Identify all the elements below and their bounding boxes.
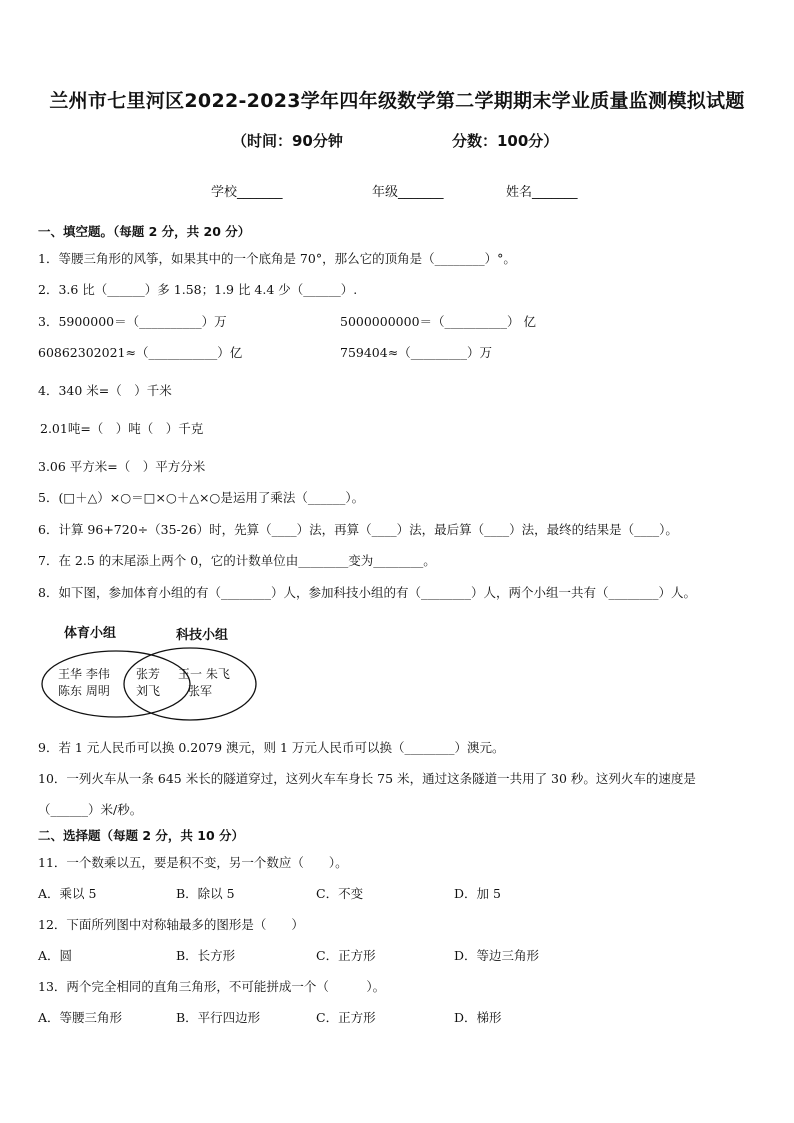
q11-option-c: C．不变 bbox=[316, 886, 364, 901]
venn-sports-names-row1: 王华 李伟 bbox=[58, 667, 110, 681]
exam-time: （时间：90分钟 bbox=[232, 132, 343, 150]
question-13: 13．两个完全相同的直角三角形，不可能拼成一个（ ）。 bbox=[38, 979, 386, 994]
venn-sports-names-row2: 陈东 周明 bbox=[58, 684, 110, 698]
venn-diagram bbox=[38, 616, 268, 726]
section-choice-heading: 二、选择题（每题 2 分，共 10 分） bbox=[38, 828, 245, 843]
question-10-blank: （______）米/秒。 bbox=[38, 802, 143, 817]
venn-science-names-row2: 张军 bbox=[188, 684, 213, 698]
exam-score: 分数：100分） bbox=[452, 132, 559, 150]
question-6: 6．计算 96+720÷（35-26）时，先算（____）法，再算（____）法，最后算（____）法，最终的结果是（____）。 bbox=[38, 522, 678, 537]
question-4c: 3.06 平方米=（ ）平方分米 bbox=[38, 459, 206, 474]
grade-field: 年级_______ bbox=[372, 185, 444, 200]
question-3a: 3．5900000＝（__________）万 bbox=[38, 314, 227, 329]
question-7: 7．在 2.5 的末尾添上两个 0，它的计数单位由________变为________。 bbox=[38, 553, 436, 568]
question-3c: 60862302021≈（___________）亿 bbox=[38, 345, 243, 360]
venn-science-names-row1: 王一 朱飞 bbox=[178, 667, 230, 681]
q12-option-d: D．等边三角形 bbox=[454, 948, 540, 963]
q11-option-d: D．加 5 bbox=[454, 886, 501, 901]
question-4a: 4．340 米=（ ）千米 bbox=[38, 383, 172, 398]
venn-both-names-row2: 刘飞 bbox=[136, 684, 161, 698]
q12-option-c: C．正方形 bbox=[316, 948, 376, 963]
question-3d: 759404≈（_________）万 bbox=[340, 345, 492, 360]
q11-option-b: B．除以 5 bbox=[176, 886, 235, 901]
section-fill-heading: 一、填空题。（每题 2 分，共 20 分） bbox=[38, 224, 251, 239]
question-1: 1．等腰三角形的风筝，如果其中的一个底角是 70°，那么它的顶角是（________）°。 bbox=[38, 251, 516, 266]
question-3b: 5000000000＝（__________） 亿 bbox=[340, 314, 537, 329]
venn-label-sports: 体育小组 bbox=[64, 626, 117, 641]
venn-both-names-row1: 张芳 bbox=[136, 667, 161, 681]
name-field: 姓名_______ bbox=[506, 185, 578, 200]
q13-option-d: D．梯形 bbox=[454, 1010, 502, 1025]
question-11: 11．一个数乘以五，要是积不变，另一个数应（ ）。 bbox=[38, 855, 348, 870]
exam-title: 兰州市七里河区2022-2023学年四年级数学第二学期期末学业质量监测模拟试题 bbox=[49, 90, 745, 112]
q11-option-a: A．乘以 5 bbox=[38, 886, 97, 901]
question-4b: 2.01吨=（ ）吨（ ）千克 bbox=[40, 421, 204, 436]
question-2: 2．3.6 比（______）多 1.58；1.9 比 4.4 少（______）. bbox=[38, 282, 358, 297]
q12-option-a: A．圆 bbox=[38, 948, 73, 963]
question-12: 12．下面所列图中对称轴最多的图形是（ ） bbox=[38, 917, 304, 932]
school-field: 学校_______ bbox=[211, 185, 283, 200]
question-9: 9．若 1 元人民币可以换 0.2079 澳元，则 1 万元人民币可以换（________）澳元。 bbox=[38, 740, 505, 755]
q13-option-b: B．平行四边形 bbox=[176, 1010, 261, 1025]
question-5: 5．(□＋△）×○＝□×○＋△×○是运用了乘法（______）。 bbox=[38, 490, 365, 505]
venn-label-science: 科技小组 bbox=[176, 628, 229, 643]
q13-option-a: A．等腰三角形 bbox=[38, 1010, 123, 1025]
q13-option-c: C．正方形 bbox=[316, 1010, 376, 1025]
q12-option-b: B．长方形 bbox=[176, 948, 236, 963]
question-10: 10．一列火车从一条 645 米长的隧道穿过，这列火车车身长 75 米，通过这条隧道一共用了 30 秒。这列火车的速度是 bbox=[38, 771, 696, 786]
question-8: 8．如下图，参加体育小组的有（________）人，参加科技小组的有（________）人，两个小组一共有（________）人。 bbox=[38, 585, 696, 600]
